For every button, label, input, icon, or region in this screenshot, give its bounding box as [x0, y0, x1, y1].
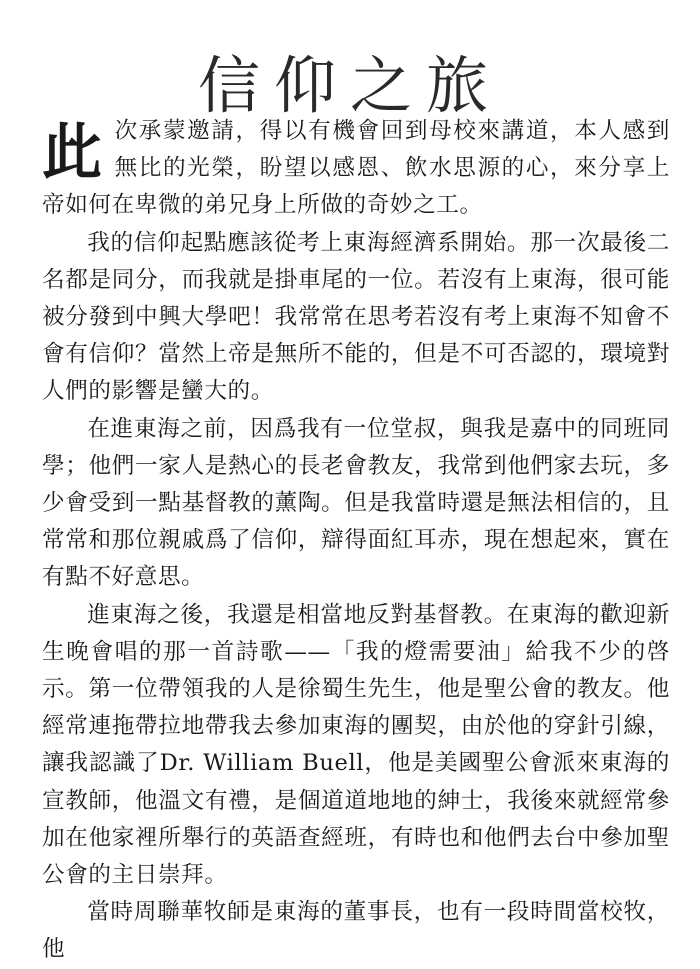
paragraph-2: 我的信仰起點應該從考上東海經濟系開始。那一次最後二名都是同分，而我就是掛車尾的一位。若沒有上東海，很可能被分發到中興大學吧！我常常在思考若沒有考上東海不知會不會有信仰？當然上帝是無所不能的，但是不可否認的，環境對人們的影響是蠻大的。 [42, 229, 670, 405]
drop-cap: 此 [42, 118, 103, 188]
paragraph-4: 進東海之後，我還是相當地反對基督教。在東海的歡迎新生晚會唱的那一首詩歌——「我的燈需要油」給我不少的啓示。第一位帶領我的人是徐蜀生先生，他是聖公會的教友。他經常連拖帶拉地帶我去參加東海的團契，由於他的穿針引線，讓我認識了Dr. William Buell，他是美國聖公會派來東海的宣教師，他溫文有禮，是個道道地地的紳士，我後來就經常參加在他家裡所舉行的英語查經班，有時也和他們去台中參加聖公會的主日崇拜。 [42, 601, 670, 889]
paragraph-3: 在進東海之前，因爲我有一位堂叔，與我是嘉中的同班同學；他們一家人是熱心的長老會教友，我常到他們家去玩，多少會受到一點基督教的薰陶。但是我當時還是無法相信的，且常常和那位親戚爲了信仰，辯得面紅耳赤，現在想起來，實在有點不好意思。 [42, 415, 670, 591]
article-title: 信仰之旅 [197, 48, 502, 122]
paragraph-1 [42, 113, 670, 225]
paragraph-5: 當時周聯華牧師是東海的董事長，也有一段時間當校牧，他 [42, 899, 670, 963]
article-body [42, 113, 670, 969]
paragraph-1-text: 次承蒙邀請，得以有機會回到母校來講道，本人感到無比的光榮，盼望以感恩、飲水思源的心，來分享上帝如何在卑微的弟兄身上所做的奇妙之工。 [42, 118, 670, 219]
